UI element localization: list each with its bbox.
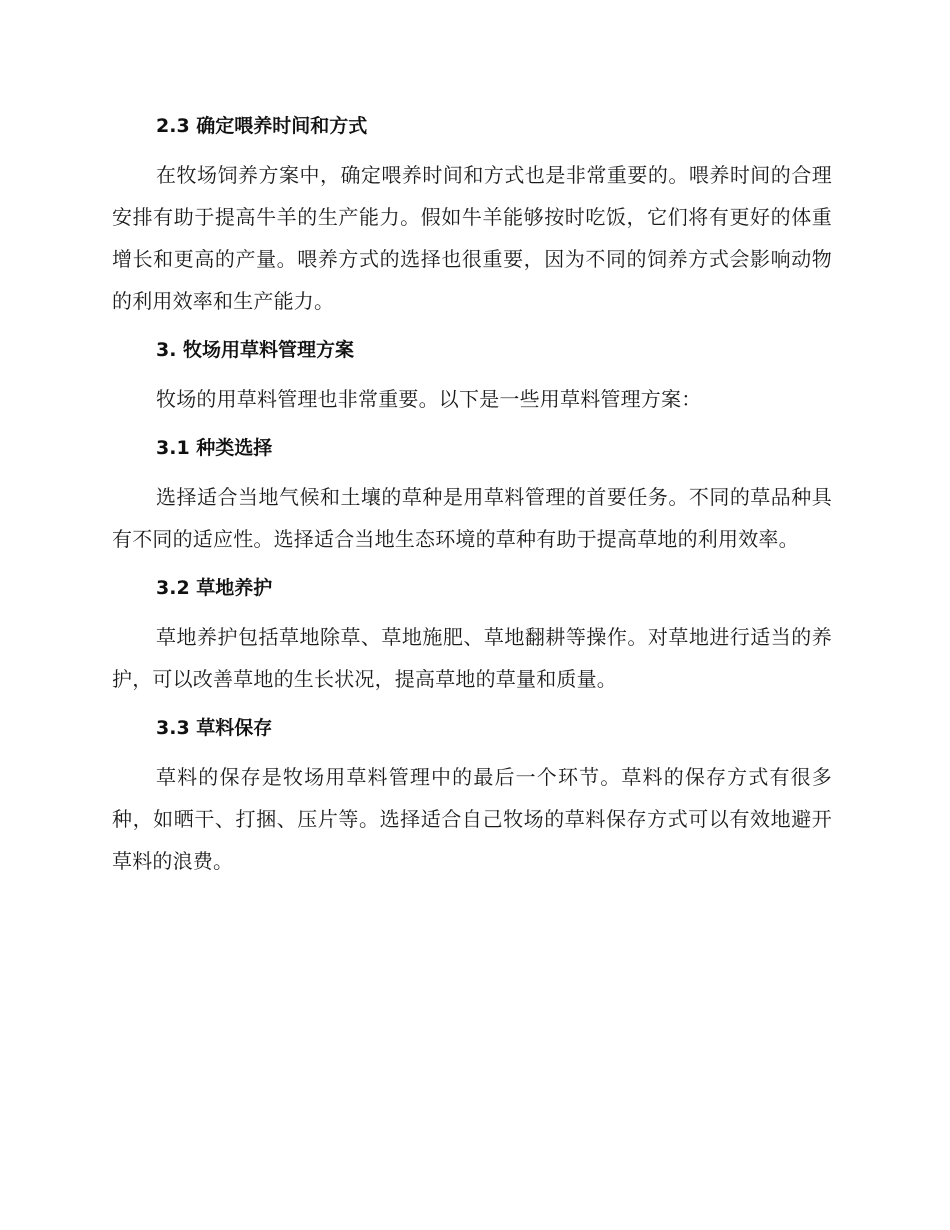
- section-heading-3-2: 3.2 草地养护: [156, 577, 273, 599]
- document-body: [112, 112, 832, 882]
- section-heading-2-3: 2.3 确定喂养时间和方式: [156, 115, 368, 137]
- section-paragraph-3: 牧场的用草料管理也非常重要。以下是一些用草料管理方案：: [156, 387, 702, 411]
- section-paragraph-2-3: 在牧场饲养方案中，确定喂养时间和方式也是非常重要的。喂养时间的合理安排有助于提高牛羊的生产能力。假如牛羊能够按时吃饭，它们将有更好的体重增长和更高的产量。喂养方式的选择也很重要，因为不同的饲养方式会影响动物的利用效率和生产能力。: [112, 163, 832, 313]
- section-heading-3: 3. 牧场用草料管理方案: [156, 339, 355, 361]
- section-paragraph-3-2: 草地养护包括草地除草、草地施肥、草地翻耕等操作。对草地进行适当的养护，可以改善草地的生长状况，提高草地的草量和质量。: [112, 625, 832, 691]
- section-paragraph-3-3: 草料的保存是牧场用草料管理中的最后一个环节。草料的保存方式有很多种，如晒干、打捆、压片等。选择适合自己牧场的草料保存方式可以有效地避开草料的浪费。: [112, 765, 832, 873]
- section-heading-3-1: 3.1 种类选择: [156, 437, 273, 459]
- section-heading-3-3: 3.3 草料保存: [156, 717, 273, 739]
- section-paragraph-3-1: 选择适合当地气候和土壤的草种是用草料管理的首要任务。不同的草品种具有不同的适应性。选择适合当地生态环境的草种有助于提高草地的利用效率。: [112, 485, 832, 551]
